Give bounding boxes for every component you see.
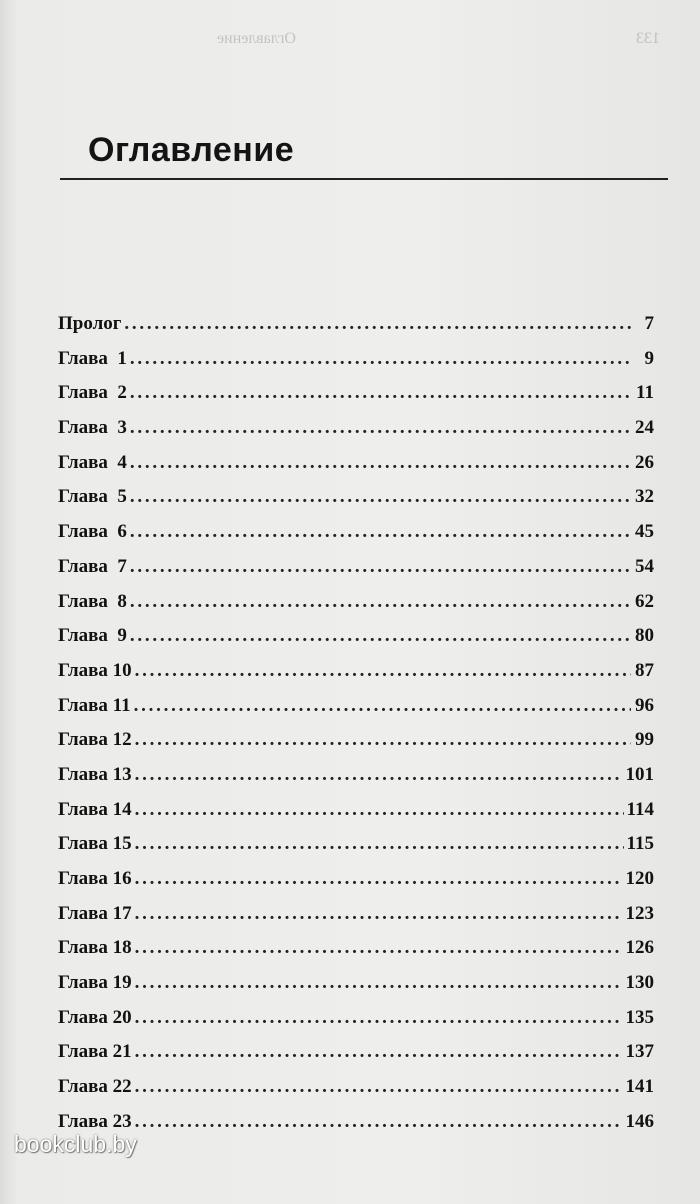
toc-entry-label: Глава 19 — [58, 972, 132, 994]
toc-entry[interactable] — [58, 695, 654, 730]
toc-entry-page-number: 24 — [635, 417, 654, 439]
toc-entry-label: Глава 1 — [58, 347, 127, 369]
toc-dot-leader — [135, 903, 623, 925]
toc-entry[interactable] — [58, 833, 654, 868]
toc-dot-leader — [124, 313, 631, 335]
toc-dot-leader — [130, 382, 631, 404]
toc-entry[interactable] — [58, 521, 654, 556]
toc-entry[interactable] — [58, 556, 654, 591]
toc-entry-page-number: 114 — [626, 798, 654, 820]
running-head-mirrored — [217, 30, 660, 48]
toc-entry[interactable] — [58, 1111, 654, 1146]
toc-dot-leader — [135, 729, 631, 751]
toc-dot-leader — [130, 625, 631, 647]
toc-entry-label: Глава 14 — [58, 798, 132, 820]
toc-entry-page-number: 62 — [635, 590, 654, 612]
toc-entry-page-number: 32 — [635, 486, 654, 508]
toc-dot-leader — [135, 937, 623, 959]
toc-dot-leader — [134, 695, 631, 717]
toc-entry-label: Глава 5 — [58, 486, 127, 508]
toc-entry[interactable] — [58, 903, 654, 938]
toc-entry[interactable] — [58, 1007, 654, 1042]
toc-entry-label: Глава 11 — [58, 694, 131, 716]
toc-entry-label: Глава 6 — [58, 521, 127, 543]
toc-entry-page-number: 120 — [625, 868, 654, 889]
toc-dot-leader — [135, 1007, 623, 1029]
toc-dot-leader — [130, 591, 631, 613]
toc-entry[interactable] — [58, 972, 654, 1007]
toc-entry-page-number: 126 — [625, 937, 654, 959]
toc-entry-page-number: 87 — [635, 659, 654, 681]
toc-entry-label: Глава 13 — [58, 763, 132, 785]
toc-dot-leader — [130, 486, 631, 508]
toc-entry-label: Глава 18 — [58, 937, 132, 959]
toc-entry[interactable] — [58, 729, 654, 764]
toc-dot-leader — [130, 452, 631, 474]
toc-entry-page-number: 96 — [635, 694, 654, 716]
toc-entry[interactable] — [58, 417, 654, 452]
toc-dot-leader — [135, 1111, 623, 1133]
toc-entry[interactable] — [58, 348, 654, 383]
toc-entry-page-number: 101 — [625, 763, 654, 785]
toc-entry-page-number: 99 — [635, 729, 654, 751]
toc-dot-leader — [135, 660, 631, 682]
toc-entry-label: Глава 17 — [58, 902, 132, 924]
toc-entry-label: Глава 21 — [58, 1041, 132, 1063]
toc-dot-leader — [130, 348, 631, 370]
toc-entry-label: Глава 3 — [58, 417, 127, 439]
toc-entry-label: Глава 4 — [58, 451, 127, 473]
toc-entry-label: Глава 10 — [58, 659, 132, 681]
toc-entry-label: Глава 23 — [58, 1110, 132, 1132]
toc-entry-page-number: 54 — [635, 555, 654, 577]
toc-entry-label: Глава 9 — [58, 625, 127, 647]
toc-entry-page-number: 146 — [625, 1110, 654, 1132]
toc-entry-label: Глава 12 — [58, 729, 132, 751]
toc-entry-page-number: 137 — [625, 1041, 654, 1063]
toc-entry-page-number: 130 — [625, 972, 654, 994]
toc-dot-leader — [135, 972, 623, 994]
toc-entry-page-number: 9 — [644, 347, 654, 369]
toc-entry-page-number: 11 — [636, 382, 654, 404]
toc-entry-label: Глава 20 — [58, 1006, 132, 1028]
title-underline — [60, 178, 668, 180]
table-of-contents — [58, 313, 654, 1146]
running-head-page-number: 133 — [636, 30, 660, 47]
watermark-logo: bookclub.by — [14, 1131, 137, 1157]
toc-dot-leader — [135, 799, 624, 821]
toc-dot-leader — [135, 764, 623, 786]
toc-entry[interactable] — [58, 313, 654, 348]
toc-entry-label: Глава 16 — [58, 868, 132, 889]
toc-entry[interactable] — [58, 660, 654, 695]
toc-dot-leader — [135, 868, 623, 890]
toc-entry[interactable] — [58, 764, 654, 799]
toc-entry-label: Глава 7 — [58, 555, 127, 577]
toc-entry-page-number: 80 — [635, 625, 654, 647]
toc-dot-leader — [130, 417, 631, 439]
toc-dot-leader — [130, 521, 631, 543]
toc-entry-label: Глава 15 — [58, 833, 132, 855]
toc-entry[interactable] — [58, 1076, 654, 1111]
toc-dot-leader — [135, 1076, 623, 1098]
toc-entry[interactable] — [58, 486, 654, 521]
toc-entry-page-number: 26 — [635, 451, 654, 473]
running-head-title: Оглавление — [216, 30, 296, 47]
toc-entry-page-number: 45 — [635, 521, 654, 543]
toc-entry-page-number: 141 — [625, 1076, 654, 1098]
toc-entry[interactable] — [58, 591, 654, 626]
toc-dot-leader — [135, 833, 624, 855]
toc-entry-page-number: 135 — [625, 1006, 654, 1028]
toc-entry[interactable] — [58, 868, 654, 903]
toc-entry-page-number: 7 — [644, 313, 654, 334]
toc-entry-label: Пролог — [58, 313, 122, 334]
toc-entry-page-number: 115 — [626, 833, 654, 855]
toc-entry-page-number: 123 — [625, 902, 654, 924]
toc-entry-label: Глава 22 — [58, 1076, 132, 1098]
toc-entry[interactable] — [58, 625, 654, 660]
page-title: Оглавление — [88, 131, 295, 169]
toc-entry-label: Глава 2 — [58, 382, 127, 404]
toc-entry[interactable] — [58, 382, 654, 417]
toc-entry[interactable] — [58, 1041, 654, 1076]
toc-entry[interactable] — [58, 452, 654, 487]
toc-entry-label: Глава 8 — [58, 590, 127, 612]
toc-dot-leader — [130, 556, 631, 578]
toc-dot-leader — [135, 1041, 623, 1063]
toc-entry[interactable] — [58, 799, 654, 834]
toc-entry[interactable] — [58, 937, 654, 972]
